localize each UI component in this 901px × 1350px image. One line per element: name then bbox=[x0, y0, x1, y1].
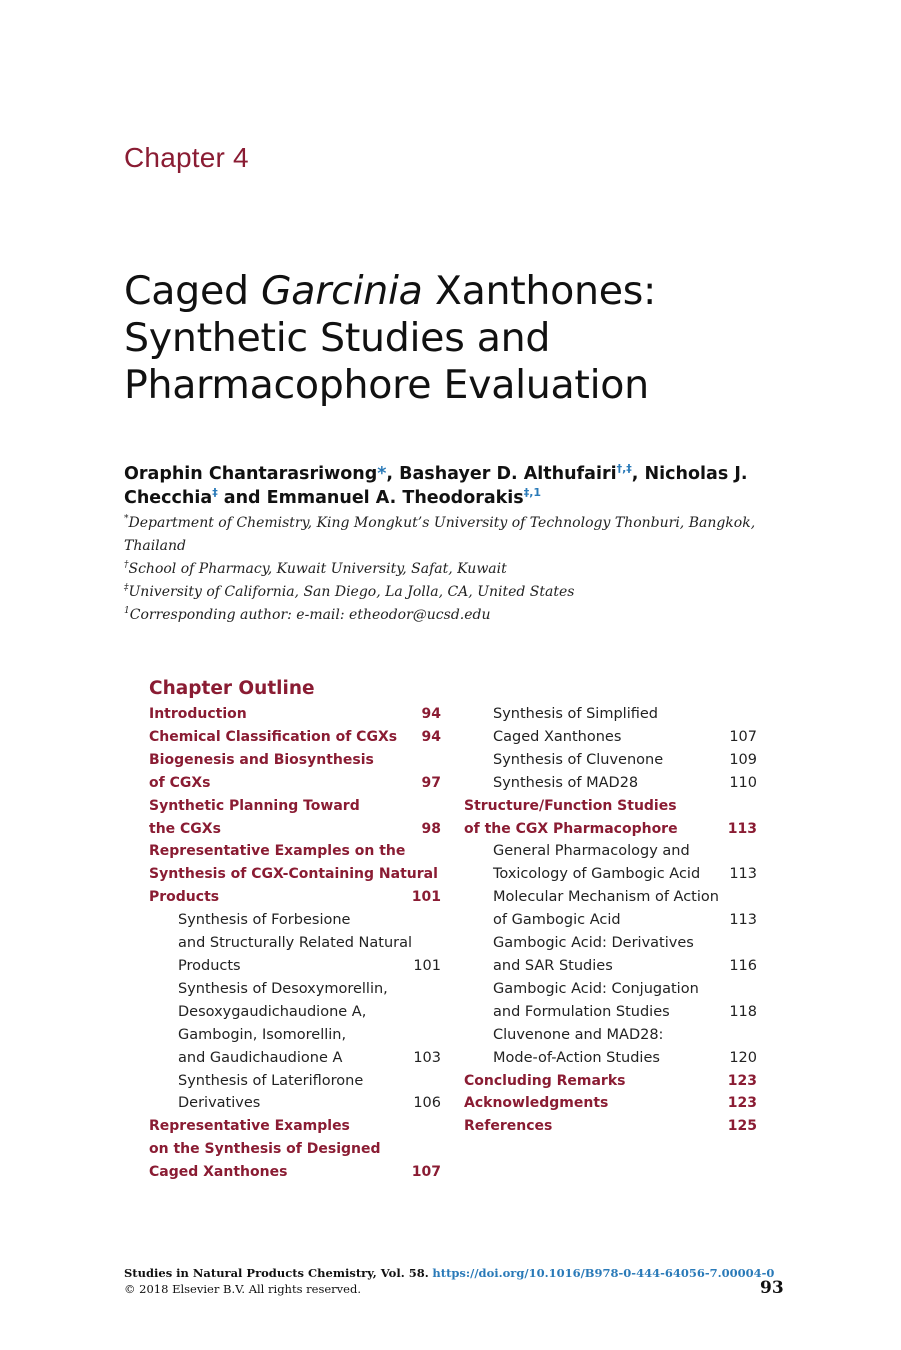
toc-entry-text: References bbox=[464, 1118, 553, 1135]
toc-entry-text: Synthesis of Lateriflorone bbox=[178, 1072, 364, 1089]
toc-entry-text: General Pharmacology and bbox=[493, 843, 690, 860]
toc-page-number: 123 bbox=[727, 1095, 757, 1112]
toc-entry-text: Products bbox=[149, 889, 220, 906]
toc-page-number: 101 bbox=[413, 957, 441, 974]
affiliation: *Department of Chemistry, King Mongkut’s University of Technology Thonburi, Bangkok, Thailand bbox=[124, 514, 756, 554]
toc-entry-text: of Gambogic Acid bbox=[493, 912, 621, 929]
toc-column-left bbox=[149, 703, 441, 1184]
toc-page-number: 103 bbox=[413, 1049, 441, 1066]
toc-page-number: 118 bbox=[729, 1003, 757, 1020]
toc-section-entry[interactable] bbox=[464, 795, 757, 841]
footer-citation bbox=[124, 1265, 774, 1297]
toc-entry-text: Chemical Classification of CGXs bbox=[149, 728, 398, 745]
toc-section-entry[interactable] bbox=[149, 1115, 441, 1184]
chapter-title bbox=[124, 268, 824, 409]
toc-entry-text: Products bbox=[178, 957, 241, 974]
toc-entry-text: Cluvenone and MAD28: bbox=[493, 1026, 664, 1043]
author-affiliation-mark[interactable]: * bbox=[377, 464, 387, 484]
toc-entry-text: Synthesis of CGX-Containing Natural bbox=[149, 866, 438, 883]
toc-entry-text: Synthesis of Desoxymorellin, bbox=[178, 980, 388, 997]
toc-entry-text: and Formulation Studies bbox=[493, 1003, 670, 1020]
toc-page-number: 113 bbox=[729, 912, 757, 929]
copyright: © 2018 Elsevier B.V. All rights reserved. bbox=[124, 1282, 361, 1296]
toc-entry-text: of CGXs bbox=[149, 774, 211, 791]
toc-entry-text: Structure/Function Studies bbox=[464, 797, 677, 814]
toc-section-entry[interactable] bbox=[464, 1115, 757, 1138]
doi-link[interactable]: https://doi.org/10.1016/B978-0-444-64056-7.00004-0 bbox=[432, 1266, 775, 1280]
toc-page-number: 113 bbox=[727, 820, 757, 837]
toc-entry-text: Toxicology of Gambogic Acid bbox=[493, 866, 701, 883]
toc-section-entry[interactable] bbox=[149, 703, 441, 726]
toc-subsection-entry[interactable] bbox=[464, 703, 757, 749]
toc-page-number: 94 bbox=[421, 706, 441, 722]
toc-entry-text: and SAR Studies bbox=[493, 957, 613, 974]
author-affiliation-mark[interactable]: ‡,1 bbox=[523, 486, 542, 499]
toc-subsection-entry[interactable] bbox=[149, 1070, 441, 1116]
toc-subsection-entry[interactable] bbox=[464, 978, 757, 1024]
toc-subsection-entry[interactable] bbox=[149, 978, 441, 1070]
toc-entry-text: and Structurally Related Natural bbox=[178, 935, 413, 952]
toc-page-number: 107 bbox=[729, 728, 757, 745]
affiliations bbox=[124, 512, 824, 627]
toc-entry-text: Synthesis of Simplified bbox=[493, 706, 658, 722]
toc-entry-text: Representative Examples on the bbox=[149, 843, 406, 860]
author-affiliation-mark[interactable]: †,‡ bbox=[616, 462, 632, 475]
affiliation: $^1$Corresponding author: e-mail: etheodor@ucsd.edu bbox=[124, 606, 491, 623]
title-line-1: Caged Garcinia Xanthones: bbox=[124, 268, 657, 314]
affiliation: †School of Pharmacy, Kuwait University, Safat, Kuwait bbox=[124, 560, 507, 577]
outline-heading: Chapter Outline bbox=[149, 678, 315, 699]
toc-page-number: 94 bbox=[421, 728, 441, 745]
toc-page-number: 113 bbox=[729, 866, 757, 883]
toc-entry-text: Representative Examples bbox=[149, 1118, 350, 1135]
toc-entry-text: Caged Xanthones bbox=[149, 1164, 288, 1181]
toc-subsection-entry[interactable] bbox=[464, 749, 757, 772]
toc-page-number: 110 bbox=[729, 774, 757, 791]
toc-page-number: 125 bbox=[727, 1118, 757, 1135]
toc-subsection-entry[interactable] bbox=[464, 1024, 757, 1070]
toc-page-number: 120 bbox=[729, 1049, 757, 1066]
toc-entry-text: Synthesis of Cluvenone bbox=[493, 751, 664, 768]
title-line-3: Pharmacophore Evaluation bbox=[124, 362, 649, 408]
toc-entry-text: Gambogin, Isomorellin, bbox=[178, 1026, 347, 1043]
toc-entry-text: the CGXs bbox=[149, 820, 221, 837]
toc-entry-text: Mode-of-Action Studies bbox=[493, 1049, 660, 1066]
affiliation: ‡University of California, San Diego, La Jolla, CA, United States bbox=[124, 583, 575, 600]
toc-entry-text: Acknowledgments bbox=[464, 1095, 609, 1112]
page-number: 93 bbox=[760, 1278, 784, 1298]
title-line-2: Synthetic Studies and bbox=[124, 315, 551, 361]
toc-entry-text: Desoxygaudichaudione A, bbox=[178, 1003, 367, 1020]
toc-page-number: 106 bbox=[413, 1095, 441, 1112]
toc-page-number: 109 bbox=[729, 751, 757, 768]
toc-entry-text: Gambogic Acid: Derivatives bbox=[493, 935, 694, 952]
toc-section-entry[interactable] bbox=[149, 726, 441, 749]
author-list: Oraphin Chantarasriwong*, Bashayer D. Althufairi†,‡, Nicholas J. Checchia‡ and Emmanuel A. Theodorakis$^{\ddagger,1}$ bbox=[124, 462, 748, 508]
toc-page-number: 98 bbox=[421, 820, 441, 837]
toc-page-number: 101 bbox=[411, 889, 441, 906]
toc-entry-text: and Gaudichaudione A bbox=[178, 1049, 343, 1066]
toc-page-number: 116 bbox=[729, 957, 757, 974]
toc-section-entry[interactable] bbox=[149, 795, 441, 841]
toc-entry-text: Concluding Remarks bbox=[464, 1072, 626, 1089]
toc-column-right bbox=[464, 703, 757, 1138]
toc-subsection-entry[interactable] bbox=[149, 909, 441, 978]
toc-entry-text: on the Synthesis of Designed bbox=[149, 1141, 381, 1158]
toc-page-number: 123 bbox=[727, 1072, 757, 1089]
toc-entry-text: Synthetic Planning Toward bbox=[149, 797, 360, 814]
toc-section-entry[interactable] bbox=[464, 1070, 757, 1093]
toc-section-entry[interactable] bbox=[149, 840, 441, 909]
toc-entry-text: Introduction bbox=[149, 706, 247, 722]
toc-page-number: 97 bbox=[421, 774, 441, 791]
toc-subsection-entry[interactable] bbox=[464, 840, 757, 886]
toc-entry-text: Gambogic Acid: Conjugation bbox=[493, 980, 699, 997]
toc-entry-text: Derivatives bbox=[178, 1095, 261, 1112]
toc-entry-text: Synthesis of MAD28 bbox=[493, 774, 639, 791]
journal-citation: Studies in Natural Products Chemistry, Vol. 58. bbox=[124, 1266, 429, 1280]
toc-entry-text: of the CGX Pharmacophore bbox=[464, 820, 678, 837]
toc-entry-text: Synthesis of Forbesione bbox=[178, 912, 351, 929]
toc-entry-text: Molecular Mechanism of Action bbox=[493, 889, 719, 906]
toc-section-entry[interactable] bbox=[149, 749, 441, 795]
author-affiliation-mark[interactable]: ‡ bbox=[212, 486, 218, 499]
toc-entry-text: Biogenesis and Biosynthesis bbox=[149, 751, 374, 768]
toc-page-number: 107 bbox=[411, 1164, 441, 1181]
toc-section-entry[interactable] bbox=[464, 1092, 757, 1115]
toc-subsection-entry[interactable] bbox=[464, 772, 757, 795]
chapter-label: Chapter 4 bbox=[124, 142, 249, 173]
toc-subsection-entry[interactable] bbox=[464, 932, 757, 978]
toc-entry-text: Caged Xanthones bbox=[493, 728, 622, 745]
toc-subsection-entry[interactable] bbox=[464, 886, 757, 932]
